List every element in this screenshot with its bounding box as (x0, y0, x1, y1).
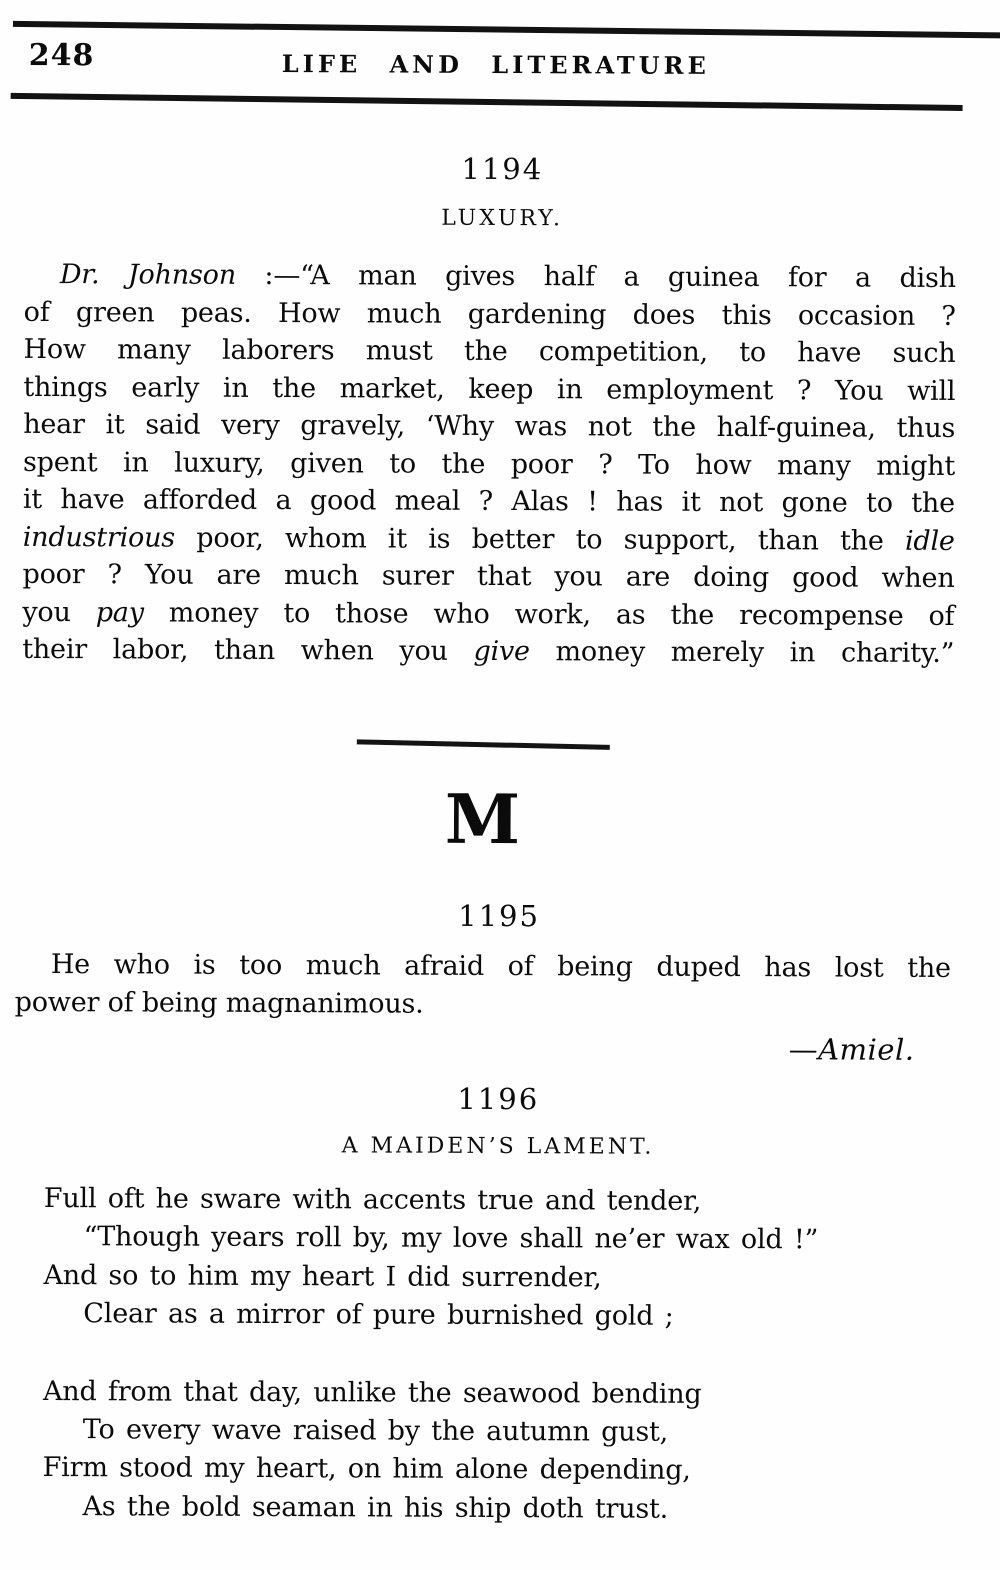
page-number: 248 (28, 37, 95, 74)
text-segment: :—“A man gives half a guinea for a dish (235, 259, 956, 294)
poem-line: And from that day, unlike the seawood bending (42, 1375, 702, 1410)
entry-1195-text (15, 946, 951, 1026)
prose-line (23, 443, 955, 485)
text-segment: poor ? You are much surer that you are doing good when (22, 558, 955, 594)
text-segment: money merely in charity.” (529, 636, 955, 669)
text-segment: you (22, 596, 96, 628)
poem-line: To every wave raised by the autumn gust, (82, 1414, 669, 1448)
running-title: LIFE AND LITERATURE (281, 49, 710, 80)
text-segment: How many laborers must the competition, to have such (23, 333, 956, 369)
poem-line: And so to him my heart I did surrender, (43, 1259, 602, 1294)
entry-number-1194: 1194 (461, 151, 544, 187)
entry-number-1196: 1196 (457, 1081, 540, 1117)
text-segment: money to those who work, as the recompense of (143, 596, 955, 632)
text-segment: power of being magnanimous. (14, 986, 424, 1020)
section-divider-rule (357, 739, 610, 750)
entry-title-maidens-lament: A MAIDEN’S LAMENT. (341, 1133, 655, 1160)
italic-text: pay (95, 596, 144, 628)
poem-line: Clear as a mirror of pure burnished gold ; (83, 1298, 674, 1332)
prose-line (24, 256, 956, 298)
prose-line (22, 593, 954, 635)
poem-line: As the bold seaman in his ship doth trust. (82, 1491, 669, 1525)
poem-stanza-2 (42, 1373, 817, 1530)
prose-line (23, 406, 955, 448)
prose-line (22, 631, 954, 673)
italic-text: industrious (22, 521, 176, 554)
poem-stanza-1 (43, 1180, 818, 1337)
italic-text: Dr. Johnson (59, 259, 237, 291)
text-segment: poor, whom it is better to support, than the (174, 522, 906, 557)
poem-line: “Though years roll by, my love shall ne’er wax old !” (83, 1221, 819, 1256)
prose-line (15, 984, 951, 1026)
attribution-amiel: —Amiel. (788, 1032, 915, 1067)
text-segment: their labor, than when you (22, 633, 474, 667)
italic-text: give (473, 635, 530, 668)
text-segment: He who is too much afraid of being duped has lost the (50, 949, 951, 984)
italic-text: idle (904, 525, 955, 557)
poem-line: Firm stood my heart, on him alone depending, (42, 1452, 691, 1487)
text-segment: hear it said very gravely, ‘Why was not the half-guinea, thus (23, 408, 956, 444)
prose-line (23, 331, 955, 373)
prose-line (23, 368, 955, 410)
prose-line (22, 556, 954, 598)
prose-line (15, 946, 951, 988)
prose-line (23, 481, 955, 523)
text-segment: things early in the market, keep in employment ? You will (23, 371, 956, 407)
text-segment: it have afforded a good meal ? Alas ! has it not gone to the (22, 483, 955, 519)
header-rule-top (13, 21, 1000, 39)
text-segment: spent in luxury, given to the poor ? To how many might (22, 446, 956, 482)
section-letter-m: M (444, 779, 521, 861)
prose-line (24, 293, 956, 335)
poem-line: Full oft he sware with accents true and tender, (43, 1183, 702, 1217)
header-rule-bottom (11, 93, 963, 111)
poem-maidens-lament (42, 1180, 818, 1530)
prose-line (23, 518, 955, 560)
entry-number-1195: 1195 (458, 898, 541, 934)
text-segment: of green peas. How much gardening does this occasion ? (23, 296, 956, 332)
entry-1194-text (22, 256, 956, 673)
entry-title-luxury: LUXURY. (441, 205, 564, 232)
